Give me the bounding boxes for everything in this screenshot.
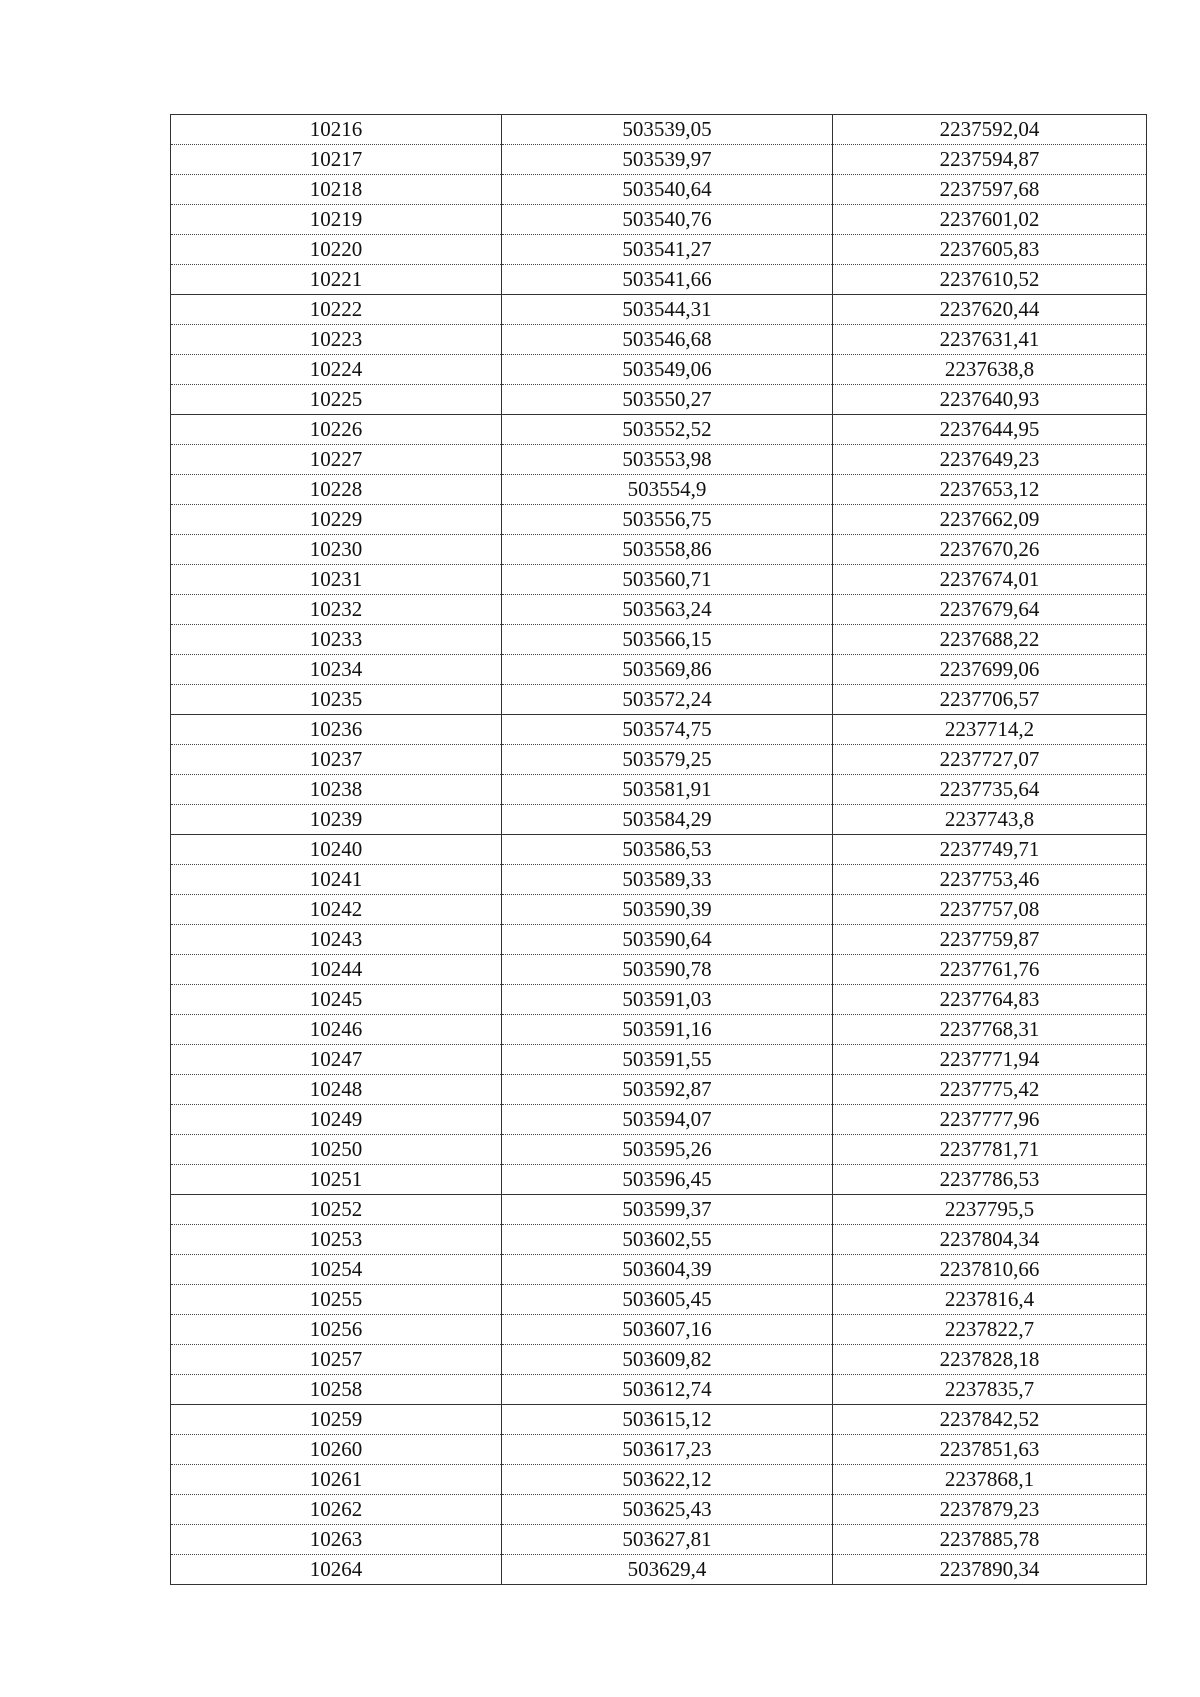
table-row bbox=[171, 685, 1147, 715]
y-coordinate-cell: 2237890,34 bbox=[833, 1555, 1147, 1585]
x-coordinate-cell: 503579,25 bbox=[502, 745, 833, 775]
table-row bbox=[171, 1165, 1147, 1195]
table-row bbox=[171, 1285, 1147, 1315]
x-coordinate-cell: 503602,55 bbox=[502, 1225, 833, 1255]
table-row bbox=[171, 505, 1147, 535]
table-row bbox=[171, 1405, 1147, 1435]
x-coordinate-cell: 503590,78 bbox=[502, 955, 833, 985]
y-coordinate-cell: 2237781,71 bbox=[833, 1135, 1147, 1165]
x-coordinate-cell: 503594,07 bbox=[502, 1105, 833, 1135]
table-row bbox=[171, 1255, 1147, 1285]
point-number-cell: 10232 bbox=[171, 595, 502, 625]
point-number-cell: 10264 bbox=[171, 1555, 502, 1585]
x-coordinate-cell: 503591,03 bbox=[502, 985, 833, 1015]
y-coordinate-cell: 2237768,31 bbox=[833, 1015, 1147, 1045]
point-number-cell: 10238 bbox=[171, 775, 502, 805]
y-coordinate-cell: 2237786,53 bbox=[833, 1165, 1147, 1195]
table-row bbox=[171, 535, 1147, 565]
point-number-cell: 10253 bbox=[171, 1225, 502, 1255]
x-coordinate-cell: 503549,06 bbox=[502, 355, 833, 385]
x-coordinate-cell: 503591,55 bbox=[502, 1045, 833, 1075]
y-coordinate-cell: 2237706,57 bbox=[833, 685, 1147, 715]
table-row bbox=[171, 1105, 1147, 1135]
y-coordinate-cell: 2237771,94 bbox=[833, 1045, 1147, 1075]
x-coordinate-cell: 503558,86 bbox=[502, 535, 833, 565]
y-coordinate-cell: 2237610,52 bbox=[833, 265, 1147, 295]
y-coordinate-cell: 2237688,22 bbox=[833, 625, 1147, 655]
point-number-cell: 10246 bbox=[171, 1015, 502, 1045]
x-coordinate-cell: 503590,39 bbox=[502, 895, 833, 925]
table-row bbox=[171, 1345, 1147, 1375]
point-number-cell: 10240 bbox=[171, 835, 502, 865]
point-number-cell: 10225 bbox=[171, 385, 502, 415]
y-coordinate-cell: 2237620,44 bbox=[833, 295, 1147, 325]
point-number-cell: 10226 bbox=[171, 415, 502, 445]
point-number-cell: 10224 bbox=[171, 355, 502, 385]
y-coordinate-cell: 2237804,34 bbox=[833, 1225, 1147, 1255]
point-number-cell: 10219 bbox=[171, 205, 502, 235]
table-row bbox=[171, 565, 1147, 595]
point-number-cell: 10257 bbox=[171, 1345, 502, 1375]
point-number-cell: 10251 bbox=[171, 1165, 502, 1195]
table-row bbox=[171, 745, 1147, 775]
point-number-cell: 10233 bbox=[171, 625, 502, 655]
table-row bbox=[171, 775, 1147, 805]
y-coordinate-cell: 2237868,1 bbox=[833, 1465, 1147, 1495]
x-coordinate-cell: 503541,27 bbox=[502, 235, 833, 265]
y-coordinate-cell: 2237835,7 bbox=[833, 1375, 1147, 1405]
y-coordinate-cell: 2237644,95 bbox=[833, 415, 1147, 445]
y-coordinate-cell: 2237631,41 bbox=[833, 325, 1147, 355]
x-coordinate-cell: 503604,39 bbox=[502, 1255, 833, 1285]
table-row bbox=[171, 415, 1147, 445]
point-number-cell: 10217 bbox=[171, 145, 502, 175]
x-coordinate-cell: 503595,26 bbox=[502, 1135, 833, 1165]
point-number-cell: 10259 bbox=[171, 1405, 502, 1435]
x-coordinate-cell: 503563,24 bbox=[502, 595, 833, 625]
x-coordinate-cell: 503556,75 bbox=[502, 505, 833, 535]
table-row bbox=[171, 1555, 1147, 1585]
y-coordinate-cell: 2237638,8 bbox=[833, 355, 1147, 385]
table-row bbox=[171, 475, 1147, 505]
x-coordinate-cell: 503560,71 bbox=[502, 565, 833, 595]
point-number-cell: 10220 bbox=[171, 235, 502, 265]
point-number-cell: 10222 bbox=[171, 295, 502, 325]
y-coordinate-cell: 2237822,7 bbox=[833, 1315, 1147, 1345]
point-number-cell: 10228 bbox=[171, 475, 502, 505]
point-number-cell: 10235 bbox=[171, 685, 502, 715]
table-row bbox=[171, 655, 1147, 685]
table-row bbox=[171, 955, 1147, 985]
point-number-cell: 10250 bbox=[171, 1135, 502, 1165]
x-coordinate-cell: 503617,23 bbox=[502, 1435, 833, 1465]
x-coordinate-cell: 503574,75 bbox=[502, 715, 833, 745]
x-coordinate-cell: 503554,9 bbox=[502, 475, 833, 505]
x-coordinate-cell: 503622,12 bbox=[502, 1465, 833, 1495]
x-coordinate-cell: 503572,24 bbox=[502, 685, 833, 715]
table-row bbox=[171, 1525, 1147, 1555]
y-coordinate-cell: 2237879,23 bbox=[833, 1495, 1147, 1525]
table-row bbox=[171, 295, 1147, 325]
y-coordinate-cell: 2237679,64 bbox=[833, 595, 1147, 625]
x-coordinate-cell: 503550,27 bbox=[502, 385, 833, 415]
table-row bbox=[171, 1315, 1147, 1345]
x-coordinate-cell: 503591,16 bbox=[502, 1015, 833, 1045]
x-coordinate-cell: 503566,15 bbox=[502, 625, 833, 655]
point-number-cell: 10242 bbox=[171, 895, 502, 925]
y-coordinate-cell: 2237601,02 bbox=[833, 205, 1147, 235]
x-coordinate-cell: 503539,05 bbox=[502, 115, 833, 145]
point-number-cell: 10247 bbox=[171, 1045, 502, 1075]
y-coordinate-cell: 2237714,2 bbox=[833, 715, 1147, 745]
point-number-cell: 10237 bbox=[171, 745, 502, 775]
y-coordinate-cell: 2237761,76 bbox=[833, 955, 1147, 985]
table-row bbox=[171, 1015, 1147, 1045]
point-number-cell: 10248 bbox=[171, 1075, 502, 1105]
x-coordinate-cell: 503615,12 bbox=[502, 1405, 833, 1435]
coordinates-table-body bbox=[171, 115, 1147, 1585]
table-row bbox=[171, 325, 1147, 355]
y-coordinate-cell: 2237816,4 bbox=[833, 1285, 1147, 1315]
table-row bbox=[171, 1045, 1147, 1075]
table-row bbox=[171, 1435, 1147, 1465]
table-row bbox=[171, 625, 1147, 655]
table-row bbox=[171, 385, 1147, 415]
table-row bbox=[171, 1135, 1147, 1165]
x-coordinate-cell: 503584,29 bbox=[502, 805, 833, 835]
table-row bbox=[171, 235, 1147, 265]
point-number-cell: 10261 bbox=[171, 1465, 502, 1495]
x-coordinate-cell: 503609,82 bbox=[502, 1345, 833, 1375]
table-row bbox=[171, 1225, 1147, 1255]
point-number-cell: 10239 bbox=[171, 805, 502, 835]
x-coordinate-cell: 503590,64 bbox=[502, 925, 833, 955]
x-coordinate-cell: 503607,16 bbox=[502, 1315, 833, 1345]
table-row bbox=[171, 715, 1147, 745]
y-coordinate-cell: 2237605,83 bbox=[833, 235, 1147, 265]
x-coordinate-cell: 503539,97 bbox=[502, 145, 833, 175]
y-coordinate-cell: 2237753,46 bbox=[833, 865, 1147, 895]
y-coordinate-cell: 2237759,87 bbox=[833, 925, 1147, 955]
y-coordinate-cell: 2237592,04 bbox=[833, 115, 1147, 145]
y-coordinate-cell: 2237810,66 bbox=[833, 1255, 1147, 1285]
point-number-cell: 10234 bbox=[171, 655, 502, 685]
y-coordinate-cell: 2237757,08 bbox=[833, 895, 1147, 925]
y-coordinate-cell: 2237674,01 bbox=[833, 565, 1147, 595]
y-coordinate-cell: 2237594,87 bbox=[833, 145, 1147, 175]
point-number-cell: 10218 bbox=[171, 175, 502, 205]
point-number-cell: 10245 bbox=[171, 985, 502, 1015]
x-coordinate-cell: 503541,66 bbox=[502, 265, 833, 295]
point-number-cell: 10229 bbox=[171, 505, 502, 535]
table-row bbox=[171, 835, 1147, 865]
x-coordinate-cell: 503625,43 bbox=[502, 1495, 833, 1525]
y-coordinate-cell: 2237653,12 bbox=[833, 475, 1147, 505]
point-number-cell: 10256 bbox=[171, 1315, 502, 1345]
y-coordinate-cell: 2237699,06 bbox=[833, 655, 1147, 685]
x-coordinate-cell: 503553,98 bbox=[502, 445, 833, 475]
point-number-cell: 10241 bbox=[171, 865, 502, 895]
y-coordinate-cell: 2237649,23 bbox=[833, 445, 1147, 475]
table-row bbox=[171, 595, 1147, 625]
point-number-cell: 10260 bbox=[171, 1435, 502, 1465]
table-row bbox=[171, 445, 1147, 475]
x-coordinate-cell: 503586,53 bbox=[502, 835, 833, 865]
x-coordinate-cell: 503592,87 bbox=[502, 1075, 833, 1105]
x-coordinate-cell: 503552,52 bbox=[502, 415, 833, 445]
point-number-cell: 10262 bbox=[171, 1495, 502, 1525]
x-coordinate-cell: 503589,33 bbox=[502, 865, 833, 895]
y-coordinate-cell: 2237749,71 bbox=[833, 835, 1147, 865]
x-coordinate-cell: 503581,91 bbox=[502, 775, 833, 805]
point-number-cell: 10223 bbox=[171, 325, 502, 355]
point-number-cell: 10263 bbox=[171, 1525, 502, 1555]
point-number-cell: 10216 bbox=[171, 115, 502, 145]
point-number-cell: 10243 bbox=[171, 925, 502, 955]
y-coordinate-cell: 2237842,52 bbox=[833, 1405, 1147, 1435]
y-coordinate-cell: 2237662,09 bbox=[833, 505, 1147, 535]
y-coordinate-cell: 2237743,8 bbox=[833, 805, 1147, 835]
table-row bbox=[171, 1195, 1147, 1225]
x-coordinate-cell: 503540,76 bbox=[502, 205, 833, 235]
table-row bbox=[171, 865, 1147, 895]
table-row bbox=[171, 205, 1147, 235]
point-number-cell: 10258 bbox=[171, 1375, 502, 1405]
y-coordinate-cell: 2237795,5 bbox=[833, 1195, 1147, 1225]
point-number-cell: 10244 bbox=[171, 955, 502, 985]
coordinates-table bbox=[170, 114, 1147, 1585]
x-coordinate-cell: 503544,31 bbox=[502, 295, 833, 325]
x-coordinate-cell: 503605,45 bbox=[502, 1285, 833, 1315]
table-row bbox=[171, 1495, 1147, 1525]
point-number-cell: 10236 bbox=[171, 715, 502, 745]
y-coordinate-cell: 2237640,93 bbox=[833, 385, 1147, 415]
y-coordinate-cell: 2237670,26 bbox=[833, 535, 1147, 565]
point-number-cell: 10221 bbox=[171, 265, 502, 295]
y-coordinate-cell: 2237777,96 bbox=[833, 1105, 1147, 1135]
x-coordinate-cell: 503569,86 bbox=[502, 655, 833, 685]
x-coordinate-cell: 503599,37 bbox=[502, 1195, 833, 1225]
point-number-cell: 10254 bbox=[171, 1255, 502, 1285]
x-coordinate-cell: 503629,4 bbox=[502, 1555, 833, 1585]
point-number-cell: 10255 bbox=[171, 1285, 502, 1315]
y-coordinate-cell: 2237851,63 bbox=[833, 1435, 1147, 1465]
x-coordinate-cell: 503627,81 bbox=[502, 1525, 833, 1555]
point-number-cell: 10227 bbox=[171, 445, 502, 475]
table-row bbox=[171, 805, 1147, 835]
x-coordinate-cell: 503612,74 bbox=[502, 1375, 833, 1405]
y-coordinate-cell: 2237597,68 bbox=[833, 175, 1147, 205]
x-coordinate-cell: 503546,68 bbox=[502, 325, 833, 355]
table-row bbox=[171, 1075, 1147, 1105]
y-coordinate-cell: 2237885,78 bbox=[833, 1525, 1147, 1555]
table-row bbox=[171, 355, 1147, 385]
table-row bbox=[171, 175, 1147, 205]
point-number-cell: 10230 bbox=[171, 535, 502, 565]
x-coordinate-cell: 503540,64 bbox=[502, 175, 833, 205]
table-row bbox=[171, 1375, 1147, 1405]
table-row bbox=[171, 145, 1147, 175]
table-row bbox=[171, 925, 1147, 955]
table-row bbox=[171, 265, 1147, 295]
table-row bbox=[171, 1465, 1147, 1495]
y-coordinate-cell: 2237828,18 bbox=[833, 1345, 1147, 1375]
table-row bbox=[171, 895, 1147, 925]
point-number-cell: 10249 bbox=[171, 1105, 502, 1135]
y-coordinate-cell: 2237735,64 bbox=[833, 775, 1147, 805]
point-number-cell: 10231 bbox=[171, 565, 502, 595]
table-row bbox=[171, 115, 1147, 145]
y-coordinate-cell: 2237727,07 bbox=[833, 745, 1147, 775]
y-coordinate-cell: 2237775,42 bbox=[833, 1075, 1147, 1105]
point-number-cell: 10252 bbox=[171, 1195, 502, 1225]
table-row bbox=[171, 985, 1147, 1015]
y-coordinate-cell: 2237764,83 bbox=[833, 985, 1147, 1015]
x-coordinate-cell: 503596,45 bbox=[502, 1165, 833, 1195]
